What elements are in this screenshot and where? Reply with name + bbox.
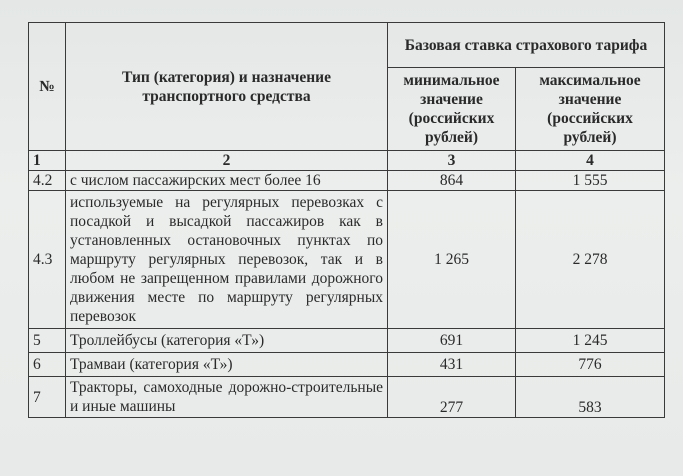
header-min-value: минимальное значение (российских рублей): [388, 68, 516, 151]
column-index: 2: [66, 151, 388, 171]
row-max-value: 583: [516, 377, 665, 418]
column-index: 4: [516, 151, 665, 171]
row-number: 4.3: [29, 191, 66, 329]
row-max-value: 1 555: [516, 171, 665, 191]
row-vehicle-type: Троллейбусы (категория «Т»): [66, 329, 388, 353]
header-number: №: [29, 23, 66, 151]
row-max-value: 1 245: [516, 329, 665, 353]
row-vehicle-type: используемые на регулярных перевозках с посадкой и высадкой пассажиров как в установленных остановочных пунктах по маршруту регулярных перевозок, так и в любом не запрещенном правилами дорожного движения месте по маршруту регулярных перевозок: [66, 191, 388, 329]
row-min-value: 864: [388, 171, 516, 191]
table-row: [29, 377, 665, 418]
insurance-rate-table: [28, 22, 665, 418]
table-row: [29, 329, 665, 353]
column-index: 3: [388, 151, 516, 171]
row-min-value: 431: [388, 353, 516, 377]
header-vehicle-type: Тип (категория) и назначение транспортного средства: [66, 23, 388, 151]
column-index: 1: [29, 151, 66, 171]
table-row: [29, 171, 665, 191]
row-number: 7: [29, 377, 66, 418]
row-min-value: 691: [388, 329, 516, 353]
table-row: [29, 353, 665, 377]
row-min-value: 277: [388, 377, 516, 418]
row-number: 4.2: [29, 171, 66, 191]
table-row: [29, 191, 665, 329]
row-min-value: 1 265: [388, 191, 516, 329]
column-index-row: [29, 151, 665, 171]
row-vehicle-type: Тракторы, самоходные дорожно-строительные и иные машины: [66, 377, 388, 418]
row-number: 5: [29, 329, 66, 353]
row-max-value: 776: [516, 353, 665, 377]
row-number: 6: [29, 353, 66, 377]
row-vehicle-type: Трамваи (категория «Т»): [66, 353, 388, 377]
header-base-rate: Базовая ставка страхового тарифа: [388, 23, 665, 68]
row-vehicle-type: с числом пассажирских мест более 16: [66, 171, 388, 191]
row-max-value: 2 278: [516, 191, 665, 329]
header-row-main: [29, 23, 665, 68]
header-max-value: максимальное значение (российских рублей): [516, 68, 665, 151]
